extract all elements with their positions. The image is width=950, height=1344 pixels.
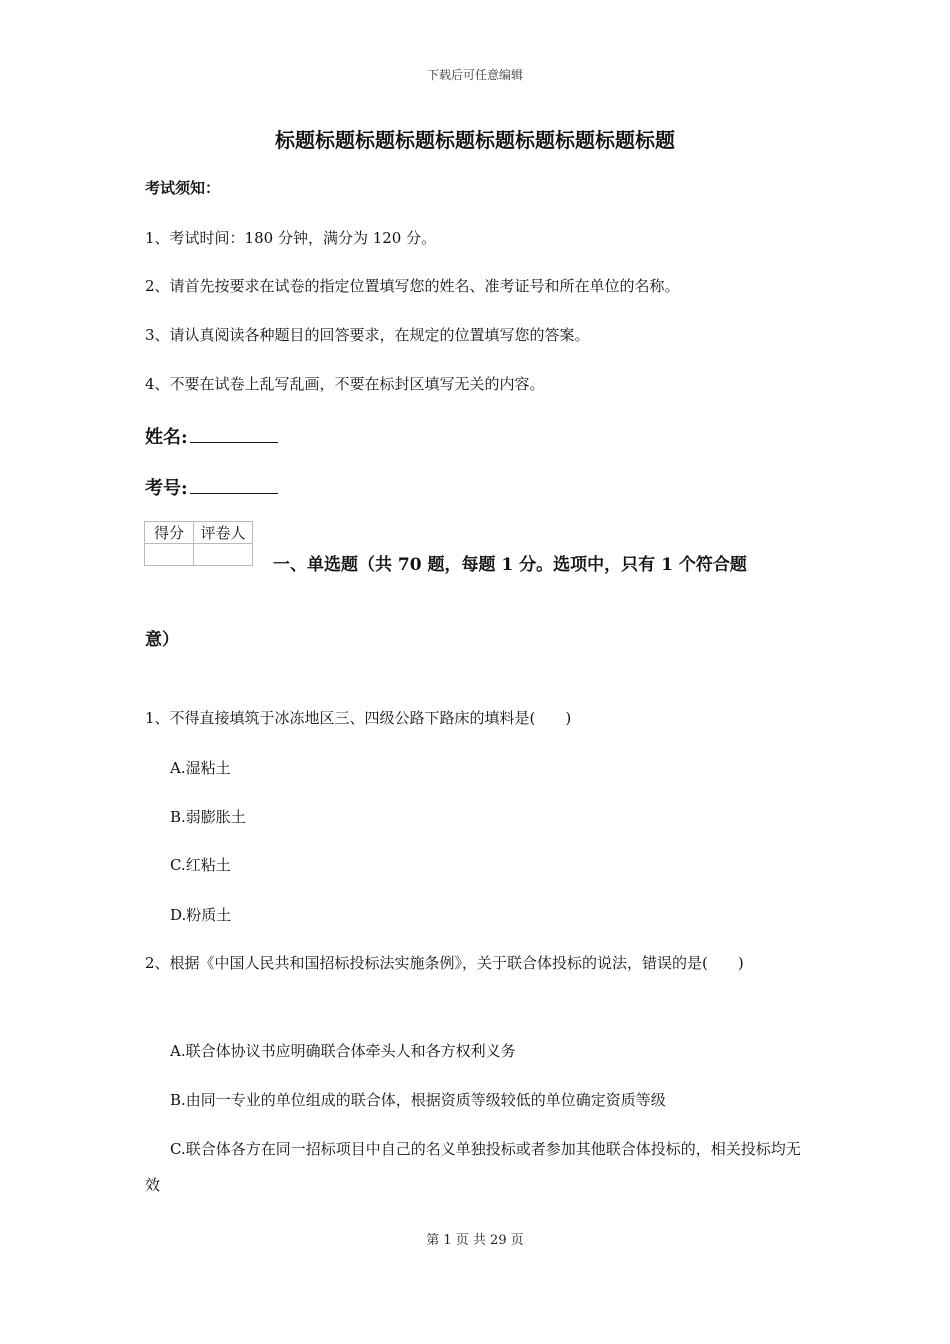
- notice-item: 3、请认真阅读各种题目的回答要求，在规定的位置填写您的答案。: [145, 326, 590, 344]
- header-note: 下载后可任意编辑: [426, 68, 523, 82]
- question-option: B.弱膨胀土: [170, 808, 246, 826]
- name-field: [145, 423, 278, 449]
- exam-id-blank-line: [190, 492, 278, 494]
- question-stem: 2、根据《中国人民共和国招标投标法实施条例》，关于联合体投标的说法，错误的是( ): [145, 954, 744, 972]
- score-table: [144, 521, 253, 566]
- notice-heading: 考试须知：: [145, 179, 221, 197]
- page-number: 第 1 页 共 29 页: [426, 1233, 524, 1248]
- exam-id-field: [145, 474, 278, 500]
- notice-item: 1、考试时间：180 分钟，满分为 120 分。: [145, 229, 437, 247]
- notice-item: 4、不要在试卷上乱写乱画，不要在标封区填写无关的内容。: [145, 375, 545, 393]
- question-option: A.联合体协议书应明确联合体牵头人和各方权利义务: [170, 1042, 516, 1060]
- question-option: C.联合体各方在同一招标项目中自己的名义单独投标或者参加其他联合体投标的，相关投标均无效: [145, 1140, 801, 1194]
- score-cell: [145, 544, 194, 566]
- name-blank-line: [190, 441, 278, 443]
- question-option: A.湿粘土: [170, 759, 231, 777]
- section-heading: 一、单选题（共 70 题，每题 1 分。选项中，只有 1 个符合题: [273, 555, 747, 575]
- grader-header: 评卷人: [194, 522, 253, 544]
- score-header: 得分: [145, 522, 194, 544]
- section-heading-continued: 意）: [145, 630, 179, 650]
- question-option: B.由同一专业的单位组成的联合体，根据资质等级较低的单位确定资质等级: [170, 1091, 666, 1109]
- grader-cell: [194, 544, 253, 566]
- document-title: 标题标题标题标题标题标题标题标题标题标题: [275, 128, 675, 152]
- exam-id-label: 考号:: [145, 478, 188, 499]
- question-option: C.红粘土: [170, 856, 231, 874]
- question-stem: 1、不得直接填筑于冰冻地区三、四级公路下路床的填料是( ): [145, 709, 572, 727]
- notice-item: 2、请首先按要求在试卷的指定位置填写您的姓名、准考证号和所在单位的名称。: [145, 277, 680, 295]
- question-option: D.粉质土: [170, 906, 232, 924]
- name-label: 姓名:: [145, 427, 188, 448]
